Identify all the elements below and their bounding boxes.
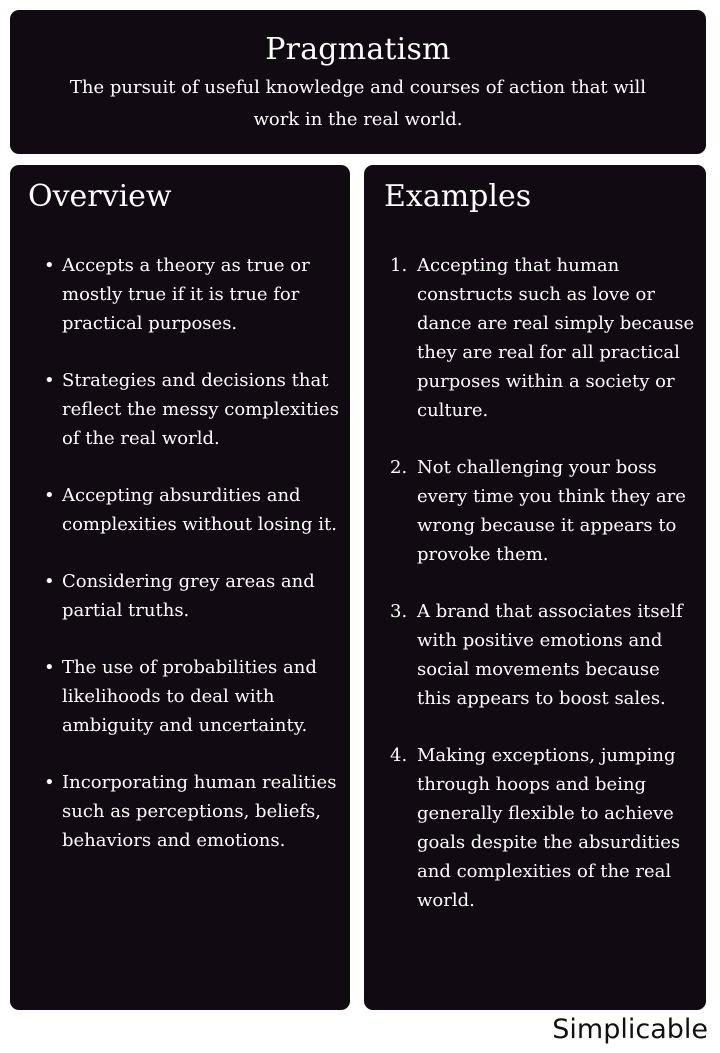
list-item <box>390 741 698 915</box>
overview-heading: Overview <box>28 179 172 214</box>
list-item-text: Accepts a theory as true or mostly true if it is true for practical purposes. <box>62 255 310 334</box>
list-item-text: Making exceptions, jumping through hoops and being generally flexible to achieve goals despite the absurdities and complexities of the real world. <box>417 745 681 911</box>
list-item <box>390 453 698 569</box>
list-item <box>44 653 340 740</box>
brand-logo-text: Simplicable <box>552 1014 708 1045</box>
list-item <box>44 768 340 855</box>
list-item <box>44 567 340 625</box>
list-item-text: Not challenging your boss every time you think they are wrong because it appears to provoke them. <box>417 457 686 565</box>
examples-heading: Examples <box>384 179 532 214</box>
item-number: 1. <box>390 255 408 276</box>
list-item-text: Considering grey areas and partial truths. <box>62 571 315 621</box>
list-item <box>390 597 698 713</box>
page-subtitle: The pursuit of useful knowledge and courses of action that will work in the real world. <box>69 77 647 130</box>
bullet-icon: • <box>44 657 55 678</box>
overview-list <box>10 251 350 855</box>
list-item <box>390 251 698 425</box>
overview-panel <box>10 165 350 1010</box>
item-number: 4. <box>390 745 408 766</box>
list-item-text: Incorporating human realities such as perceptions, beliefs, behaviors and emotions. <box>62 772 337 851</box>
list-item <box>44 251 340 338</box>
list-item-text: Accepting that human constructs such as love or dance are real simply because they are real for all practical purposes within a society or culture. <box>417 255 695 421</box>
bullet-icon: • <box>44 255 55 276</box>
header-panel <box>10 10 706 154</box>
page-title: Pragmatism <box>265 32 451 67</box>
list-item <box>44 366 340 453</box>
item-number: 2. <box>390 457 408 478</box>
list-item-text: Strategies and decisions that reflect the messy complexities of the real world. <box>62 370 339 449</box>
examples-panel <box>364 165 706 1010</box>
list-item <box>44 481 340 539</box>
bullet-icon: • <box>44 571 55 592</box>
list-item-text: A brand that associates itself with positive emotions and social movements because this appears to boost sales. <box>417 601 683 709</box>
bullet-icon: • <box>44 772 55 793</box>
item-number: 3. <box>390 601 408 622</box>
list-item-text: Accepting absurdities and complexities without losing it. <box>62 485 337 535</box>
list-item-text: The use of probabilities and likelihoods to deal with ambiguity and uncertainty. <box>62 657 317 736</box>
bullet-icon: • <box>44 485 55 506</box>
bullet-icon: • <box>44 370 55 391</box>
examples-list <box>364 251 706 915</box>
